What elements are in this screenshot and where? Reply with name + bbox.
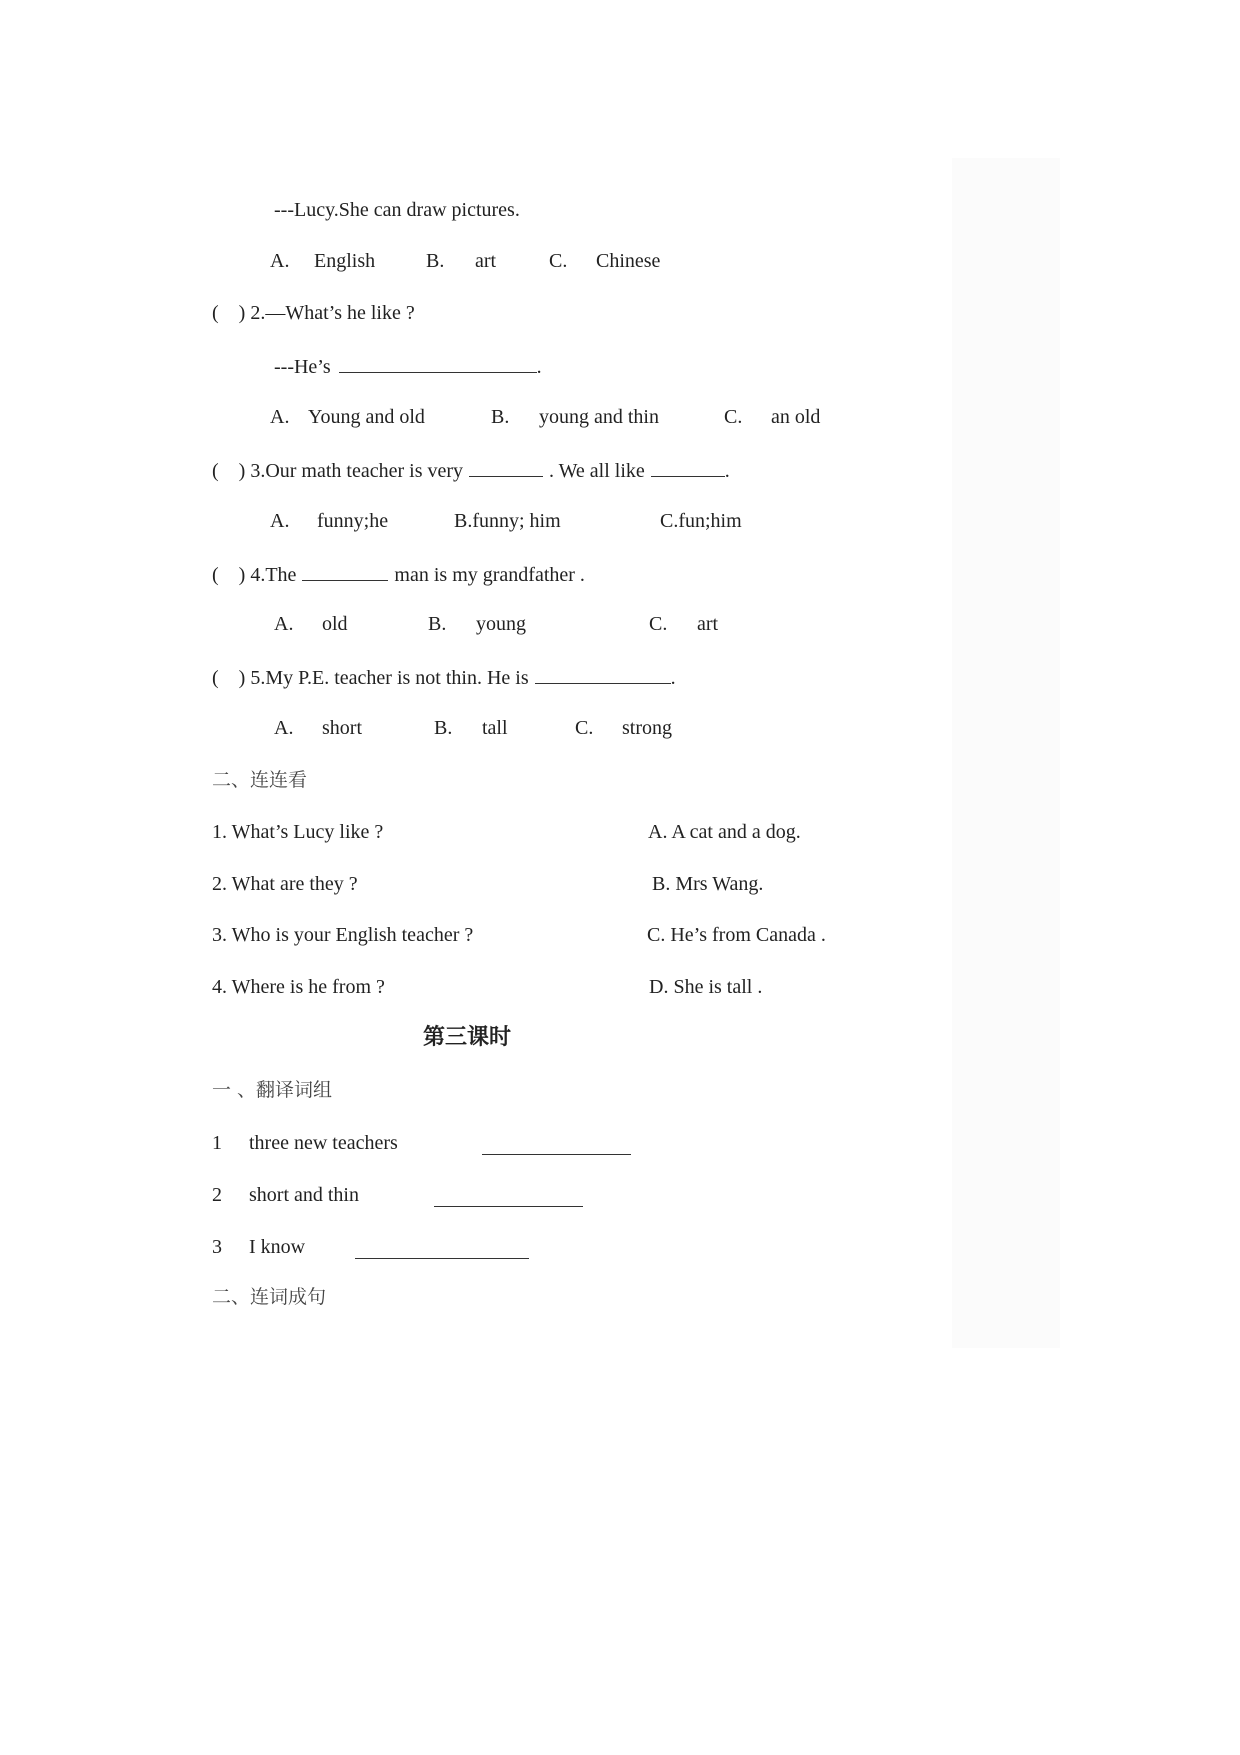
q4-question xyxy=(212,560,585,588)
option-text: young xyxy=(476,613,526,635)
question-text: ( ) 4.The xyxy=(212,564,297,586)
lesson-title: 第三课时 xyxy=(423,1025,512,1050)
option-label: A. xyxy=(270,406,290,428)
match-right-item: C. He’s from Canada . xyxy=(647,924,826,946)
option-text: short xyxy=(322,717,362,739)
q2-options xyxy=(270,404,851,430)
option-label: B. xyxy=(426,250,445,272)
option-text: C.fun;him xyxy=(660,510,742,532)
q1-options xyxy=(270,248,696,274)
answer-blank[interactable] xyxy=(339,352,537,373)
option-label: A. xyxy=(270,510,290,532)
option-label: A. xyxy=(274,717,294,739)
phrase-text: short and thin xyxy=(249,1184,359,1206)
q2-answer-line xyxy=(274,352,542,380)
option-text: Young and old xyxy=(308,406,425,428)
option-label: C. xyxy=(549,250,568,272)
translation-blank[interactable] xyxy=(482,1134,631,1155)
option-label: C. xyxy=(649,613,668,635)
question-text: ( ) 3.Our math teacher is very xyxy=(212,460,464,482)
answer-blank[interactable] xyxy=(469,456,543,477)
period: . xyxy=(536,356,542,378)
option-text: art xyxy=(697,613,719,635)
option-label: A. xyxy=(274,613,294,635)
section2-heading: 二、连连看 xyxy=(212,769,308,791)
option-text: tall xyxy=(482,717,508,739)
option-text: B.funny; him xyxy=(454,510,561,532)
sentence-heading: 二、连词成句 xyxy=(212,1286,327,1308)
option-text: old xyxy=(322,613,348,635)
option-text: Chinese xyxy=(596,250,661,272)
translate-heading: 一 、翻译词组 xyxy=(212,1079,333,1101)
phrase-num: 2 xyxy=(212,1184,222,1206)
option-label: B. xyxy=(428,613,447,635)
option-text: art xyxy=(475,250,497,272)
option-text: strong xyxy=(622,717,672,739)
match-right-item: B. Mrs Wang. xyxy=(652,873,764,895)
option-label: C. xyxy=(575,717,594,739)
match-right-item: D. She is tall . xyxy=(649,976,763,998)
match-right-item: A. A cat and a dog. xyxy=(648,821,801,843)
option-text: an old xyxy=(771,406,821,428)
option-text: English xyxy=(314,250,376,272)
period: . xyxy=(724,460,730,482)
q3-question xyxy=(212,456,730,484)
q5-question xyxy=(212,663,676,691)
answer-prefix: ---He’s xyxy=(274,356,331,378)
page-shade xyxy=(952,158,1060,1348)
match-left-item: 4. Where is he from ? xyxy=(212,976,385,998)
match-left-item: 3. Who is your English teacher ? xyxy=(212,924,474,946)
question-text: . We all like xyxy=(549,460,645,482)
option-text: funny;he xyxy=(317,510,389,532)
answer-blank[interactable] xyxy=(651,456,725,477)
q2-question: ( ) 2.—What’s he like ? xyxy=(212,302,415,324)
option-label: A. xyxy=(270,250,290,272)
translation-blank[interactable] xyxy=(434,1186,583,1207)
phrase-num: 3 xyxy=(212,1236,222,1258)
option-label: B. xyxy=(434,717,453,739)
period: . xyxy=(670,667,676,689)
match-left-item: 1. What’s Lucy like ? xyxy=(212,821,384,843)
question-text: man is my grandfather . xyxy=(394,564,585,586)
option-label: C. xyxy=(724,406,743,428)
option-label: B. xyxy=(491,406,510,428)
q5-options xyxy=(274,715,702,741)
answer-blank[interactable] xyxy=(535,663,671,684)
phrase-num: 1 xyxy=(212,1132,222,1154)
translation-blank[interactable] xyxy=(355,1238,529,1259)
phrase-text: three new teachers xyxy=(249,1132,398,1154)
q3-options xyxy=(270,508,770,534)
q1-answer-line: ---Lucy.She can draw pictures. xyxy=(274,199,520,221)
q4-options xyxy=(274,611,757,637)
question-text: ( ) 5.My P.E. teacher is not thin. He is xyxy=(212,667,529,689)
match-left-item: 2. What are they ? xyxy=(212,873,358,895)
phrase-text: I know xyxy=(249,1236,306,1258)
answer-blank[interactable] xyxy=(302,560,388,581)
option-text: young and thin xyxy=(539,406,659,428)
